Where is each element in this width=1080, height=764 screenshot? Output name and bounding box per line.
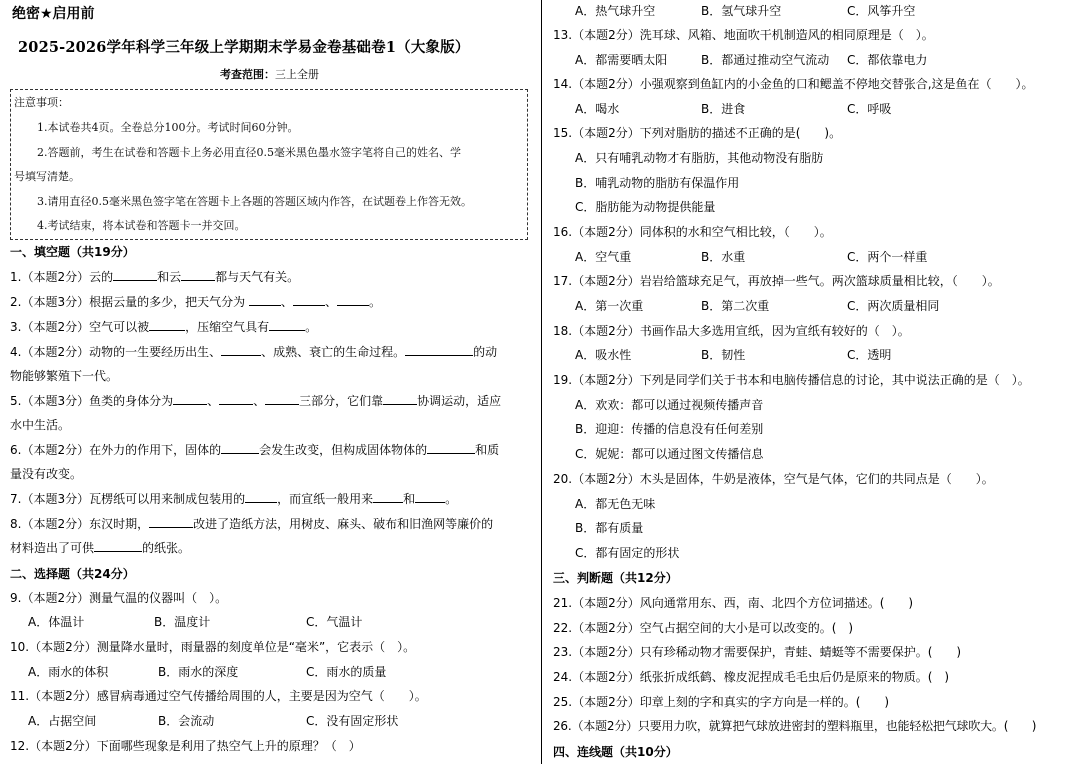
option-b[interactable]: B．氢气球升空 — [701, 4, 782, 18]
column-divider — [541, 0, 542, 764]
question-22: 22.（本题2分）空气占据空间的大小是可以改变的。( ) — [553, 621, 854, 635]
section-judge-heading: 三、判断题（共12分） — [553, 571, 678, 585]
notice-line-5: 4.考试结束，将本试卷和答题卡一并交回。 — [37, 219, 246, 232]
answer-blank[interactable] — [149, 516, 193, 528]
question-5-cont: 水中生活。 — [10, 418, 71, 432]
option-c[interactable]: C．透明 — [847, 348, 892, 362]
answer-blank[interactable] — [94, 540, 142, 552]
question-5: 5.（本题3分）鱼类的身体分为 、 、 三部分，它们靠 协调运动，适应 — [10, 394, 502, 408]
option-a[interactable]: A．占据空间 — [28, 714, 97, 728]
secret-label: 绝密★启用前 — [12, 6, 95, 22]
option-c[interactable]: C．脂肪能为动物提供能量 — [575, 200, 716, 214]
question-10: 10.（本题2分）测量降水量时，雨量器的刻度单位是“毫米”，它表示（ ）。 — [10, 640, 416, 654]
option-c[interactable]: C．雨水的质量 — [306, 665, 387, 679]
option-b[interactable]: B．迎迎：传播的信息没有任何差别 — [575, 422, 764, 436]
question-1: 1.（本题2分）云的 和云 都与天气有关。 — [10, 270, 300, 284]
question-25: 25.（本题2分）印章上刻的字和真实的字方向是一样的。( ) — [553, 695, 890, 709]
option-a[interactable]: A．热气球升空 — [575, 4, 656, 18]
option-c[interactable]: C．气温计 — [306, 615, 363, 629]
question-21: 21.（本题2分）风向通常用东、西，南、北四个方位词描述。( ) — [553, 596, 914, 610]
notice-line-3: 号填写清楚。 — [14, 170, 80, 183]
option-a[interactable]: A．空气重 — [575, 250, 632, 264]
option-a[interactable]: A．第一次重 — [575, 299, 644, 313]
question-24: 24.（本题2分）纸张折成纸鹤、橡皮泥捏成毛毛虫后仍是原来的物质。( ) — [553, 670, 950, 684]
option-a[interactable]: A．欢欢：都可以通过视频传播声音 — [575, 398, 764, 412]
option-b[interactable]: B．雨水的深度 — [158, 665, 239, 679]
question-13: 13.（本题2分）洗耳球、风箱、地面吹干机制造风的相同原理是（ ）。 — [553, 28, 934, 42]
answer-blank[interactable] — [149, 319, 185, 331]
option-a[interactable]: A．都需要晒太阳 — [575, 53, 668, 67]
option-c[interactable]: C．两次质量相同 — [847, 299, 940, 313]
option-c[interactable]: C．两个一样重 — [847, 250, 928, 264]
notice-heading: 注意事项： — [14, 96, 69, 109]
question-2: 2.（本题3分）根据云量的多少，把天气分为 、 、 。 — [10, 295, 381, 309]
option-c[interactable]: C．都有固定的形状 — [575, 546, 680, 560]
option-b[interactable]: B．水重 — [701, 250, 746, 264]
question-20: 20.（本题2分）木头是固体，牛奶是液体，空气是气体，它们的共同点是（ ）。 — [553, 472, 994, 486]
notice-line-1: 1.本试卷共4页。全卷总分100分。考试时间60分钟。 — [37, 121, 299, 134]
option-b[interactable]: B．韧性 — [701, 348, 746, 362]
question-6-cont: 量没有改变。 — [10, 467, 83, 481]
section-fill-heading: 一、填空题（共19分） — [10, 245, 135, 259]
option-a[interactable]: A．只有哺乳动物才有脂肪，其他动物没有脂肪 — [575, 151, 824, 165]
option-a[interactable]: A．吸水性 — [575, 348, 632, 362]
question-23: 23.（本题2分）只有珍稀动物才需要保护，青蛙、蜻蜓等不需要保护。( ) — [553, 645, 962, 659]
scope-value: 三上全册 — [275, 68, 319, 81]
answer-blank[interactable] — [337, 294, 369, 306]
scope-label: 考查范围： — [220, 68, 275, 81]
question-15: 15.（本题2分）下列对脂肪的描述不正确的是( )。 — [553, 126, 842, 140]
answer-blank[interactable] — [415, 491, 445, 503]
exam-title: 2025-2026学年科学三年级上学期期末学易金卷基础卷1（大象版） — [18, 39, 470, 56]
option-c[interactable]: C．妮妮：都可以通过图文传播信息 — [575, 447, 764, 461]
answer-blank[interactable] — [181, 269, 215, 281]
question-26: 26.（本题2分）只要用力吹，就算把气球放进密封的塑料瓶里，也能轻松把气球吹大。( ) — [553, 719, 1037, 733]
option-c[interactable]: C．没有固定形状 — [306, 714, 399, 728]
option-b[interactable]: B．都有质量 — [575, 521, 644, 535]
option-a[interactable]: A．体温计 — [28, 615, 85, 629]
option-b[interactable]: B．哺乳动物的脂肪有保温作用 — [575, 176, 740, 190]
question-4-cont: 物能够繁殖下一代。 — [10, 369, 119, 383]
question-14: 14.（本题2分）小强观察到鱼缸内的小金鱼的口和鳃盖不停地交替张合,这是鱼在（ ）。 — [553, 77, 1034, 91]
answer-blank[interactable] — [245, 491, 277, 503]
answer-blank[interactable] — [265, 393, 299, 405]
option-a[interactable]: A．喝水 — [575, 102, 620, 116]
answer-blank[interactable] — [373, 491, 403, 503]
option-a[interactable]: A．雨水的体积 — [28, 665, 109, 679]
answer-blank[interactable] — [427, 442, 475, 454]
option-b[interactable]: B．进食 — [701, 102, 746, 116]
answer-blank[interactable] — [219, 393, 253, 405]
question-18: 18.（本题2分）书画作品大多选用宣纸，因为宣纸有较好的（ ）。 — [553, 324, 910, 338]
question-16: 16.（本题2分）同体积的水和空气相比较，（ ）。 — [553, 225, 832, 239]
option-a[interactable]: A．都无色无味 — [575, 497, 656, 511]
question-12: 12.（本题2分）下面哪些现象是利用了热空气上升的原理？（ ） — [10, 739, 361, 753]
question-6: 6.（本题2分）在外力的作用下，固体的 会发生改变，但构成固体物体的 和质 — [10, 443, 500, 457]
option-b[interactable]: B．会流动 — [158, 714, 215, 728]
question-11: 11.（本题2分）感冒病毒通过空气传播给周围的人，主要是因为空气（ ）。 — [10, 689, 427, 703]
answer-blank[interactable] — [293, 294, 325, 306]
question-19: 19.（本题2分）下列是同学们关于书本和电脑传播信息的讨论，其中说法正确的是（ ）。 — [553, 373, 1030, 387]
option-b[interactable]: B．都通过推动空气流动 — [701, 53, 830, 67]
option-b[interactable]: B．第二次重 — [701, 299, 770, 313]
notice-box — [10, 89, 528, 240]
answer-blank[interactable] — [173, 393, 207, 405]
question-9: 9.（本题2分）测量气温的仪器叫（ ）。 — [10, 591, 228, 605]
answer-blank[interactable] — [383, 393, 417, 405]
notice-line-2: 2.答题前，考生在试卷和答题卡上务必用直径0.5毫米黑色墨水签字笔将自己的姓名、学 — [37, 146, 461, 159]
option-c[interactable]: C．风筝升空 — [847, 4, 916, 18]
answer-blank[interactable] — [269, 319, 305, 331]
question-3: 3.（本题2分）空气可以被 ，压缩空气具有 。 — [10, 320, 318, 334]
section-choice-heading: 二、选择题（共24分） — [10, 567, 135, 581]
answer-blank[interactable] — [405, 344, 473, 356]
answer-blank[interactable] — [221, 442, 259, 454]
option-c[interactable]: C．都依靠电力 — [847, 53, 928, 67]
question-8: 8.（本题2分）东汉时期， 改进了造纸方法，用树皮、麻头、破布和旧渔网等廉价的 — [10, 517, 494, 531]
option-b[interactable]: B．温度计 — [154, 615, 211, 629]
question-8-cont: 材料造出了可供 的纸张。 — [10, 541, 191, 555]
answer-blank[interactable] — [249, 294, 281, 306]
option-c[interactable]: C．呼吸 — [847, 102, 892, 116]
answer-blank[interactable] — [221, 344, 261, 356]
answer-blank[interactable] — [113, 269, 157, 281]
question-7: 7.（本题3分）瓦楞纸可以用来制成包装用的 ，而宣纸一般用来 和 。 — [10, 492, 458, 506]
section-match-heading: 四、连线题（共10分） — [553, 745, 678, 759]
question-4: 4.（本题2分）动物的一生要经历出生、 、成熟、衰亡的生命过程。 的动 — [10, 345, 498, 359]
question-17: 17.（本题2分）岩岩给篮球充足气，再放掉一些气。两次篮球质量相比较，（ ）。 — [553, 274, 1000, 288]
exam-scope — [220, 67, 319, 83]
notice-line-4: 3.请用直径0.5毫米黑色签字笔在答题卡上各题的答题区域内作答，在试题卷上作答无效。 — [37, 195, 472, 208]
